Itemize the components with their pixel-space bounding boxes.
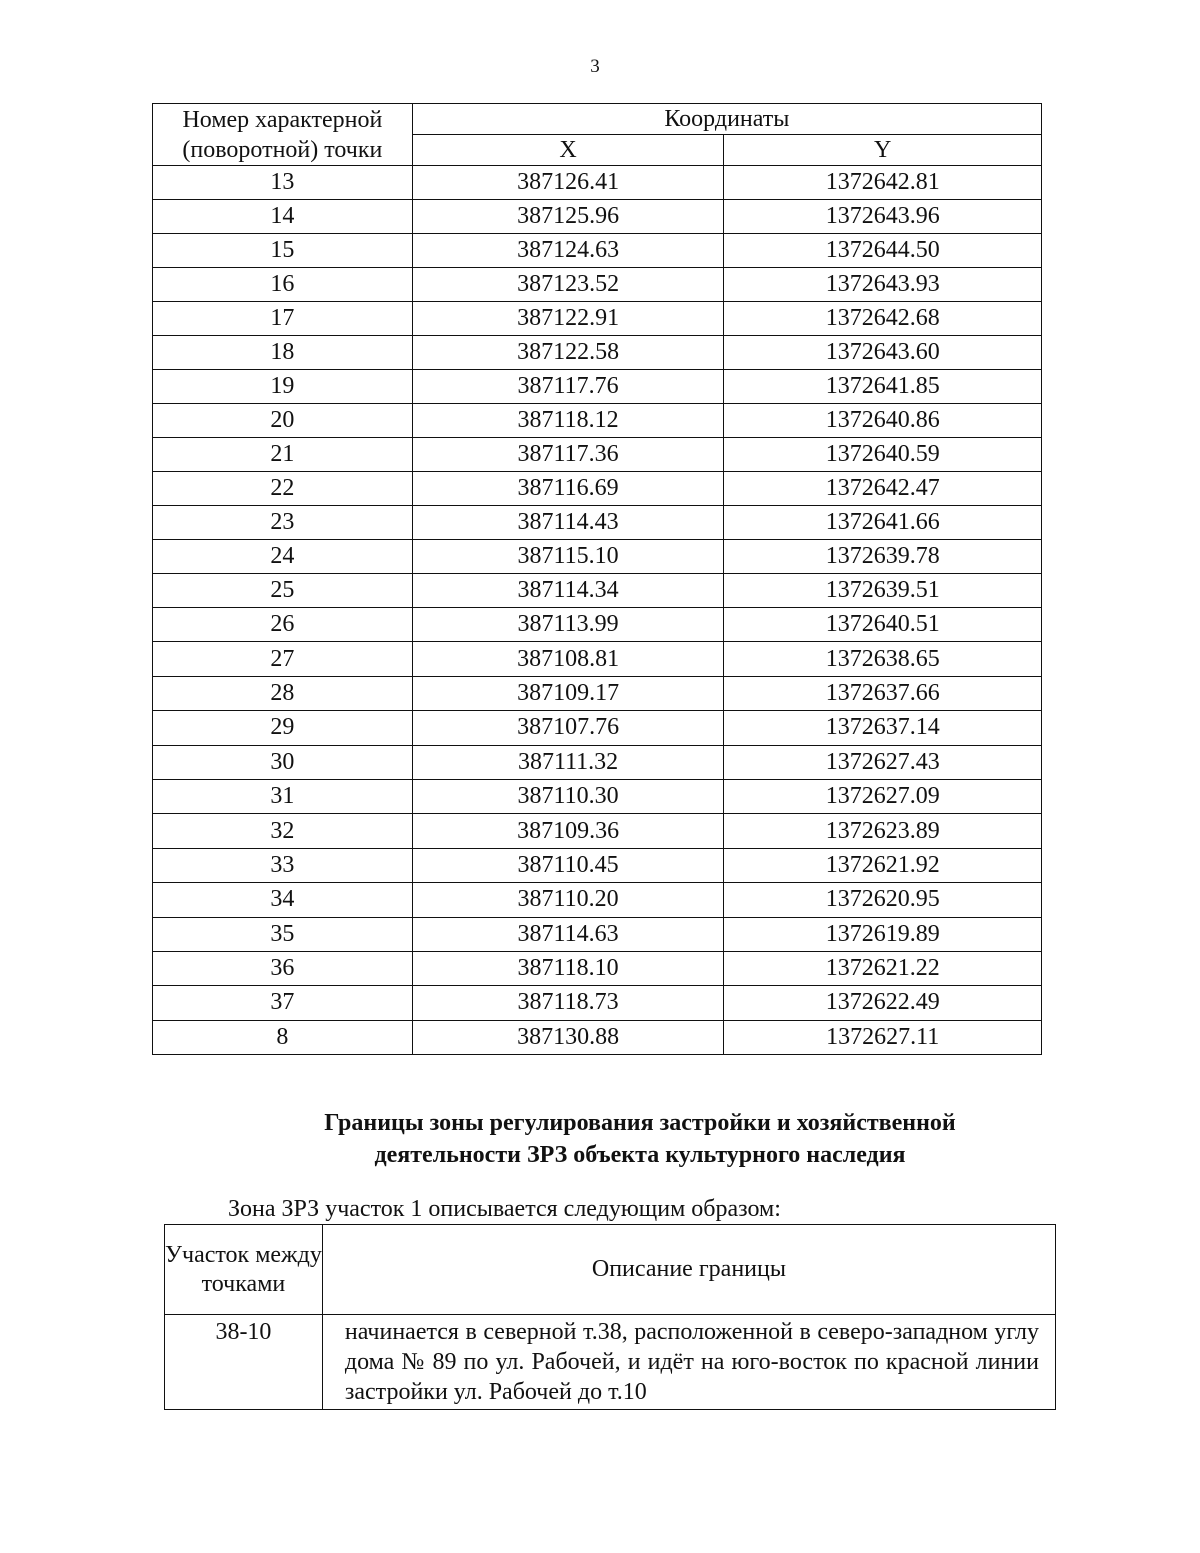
point-number-cell: 20 xyxy=(153,404,413,438)
y-coordinate-cell: 1372621.22 xyxy=(724,951,1042,985)
y-coordinate-cell: 1372637.14 xyxy=(724,711,1042,745)
table-row xyxy=(153,1020,1042,1054)
y-coordinate-cell: 1372642.47 xyxy=(724,472,1042,506)
table-row xyxy=(153,404,1042,438)
y-coordinate-cell: 1372623.89 xyxy=(724,814,1042,848)
point-number-cell: 24 xyxy=(153,540,413,574)
y-coordinate-cell: 1372639.51 xyxy=(724,574,1042,608)
point-number-cell: 31 xyxy=(153,779,413,813)
x-coordinate-cell: 387110.45 xyxy=(412,848,724,882)
y-coordinate-cell: 1372620.95 xyxy=(724,883,1042,917)
point-number-cell: 14 xyxy=(153,200,413,234)
y-coordinate-cell: 1372638.65 xyxy=(724,642,1042,676)
description-header: Описание границы xyxy=(322,1225,1055,1315)
table-row xyxy=(153,574,1042,608)
y-coordinate-cell: 1372643.60 xyxy=(724,336,1042,370)
point-number-cell: 15 xyxy=(153,234,413,268)
table-row xyxy=(153,336,1042,370)
segment-cell: 38-10 xyxy=(165,1315,323,1410)
table-row xyxy=(153,779,1042,813)
y-header: Y xyxy=(724,135,1042,166)
x-coordinate-cell: 387109.17 xyxy=(412,676,724,710)
x-coordinate-cell: 387125.96 xyxy=(412,200,724,234)
y-coordinate-cell: 1372627.43 xyxy=(724,745,1042,779)
table-row xyxy=(153,540,1042,574)
page-number: 3 xyxy=(590,56,600,77)
x-coordinate-cell: 387122.58 xyxy=(412,336,724,370)
coordinates-table-body xyxy=(153,166,1042,1055)
point-number-cell: 23 xyxy=(153,506,413,540)
x-coordinate-cell: 387126.41 xyxy=(412,166,724,200)
point-number-cell: 26 xyxy=(153,608,413,642)
x-coordinate-cell: 387114.43 xyxy=(412,506,724,540)
table-row xyxy=(153,268,1042,302)
point-number-cell: 21 xyxy=(153,438,413,472)
table-row xyxy=(153,506,1042,540)
y-coordinate-cell: 1372642.68 xyxy=(724,302,1042,336)
x-coordinate-cell: 387114.34 xyxy=(412,574,724,608)
table-row xyxy=(153,302,1042,336)
x-coordinate-cell: 387113.99 xyxy=(412,608,724,642)
y-coordinate-cell: 1372640.59 xyxy=(724,438,1042,472)
point-number-cell: 17 xyxy=(153,302,413,336)
x-coordinate-cell: 387118.73 xyxy=(412,986,724,1020)
table-row xyxy=(153,472,1042,506)
y-coordinate-cell: 1372637.66 xyxy=(724,676,1042,710)
point-number-cell: 33 xyxy=(153,848,413,882)
table-row xyxy=(153,848,1042,882)
point-number-cell: 8 xyxy=(153,1020,413,1054)
point-number-cell: 27 xyxy=(153,642,413,676)
section-heading-line-2: деятельности ЗРЗ объекта культурного наследия xyxy=(374,1142,906,1168)
x-coordinate-cell: 387111.32 xyxy=(412,745,724,779)
coordinates-table xyxy=(152,103,1042,1055)
x-coordinate-cell: 387108.81 xyxy=(412,642,724,676)
point-number-cell: 29 xyxy=(153,711,413,745)
x-coordinate-cell: 387123.52 xyxy=(412,268,724,302)
section-heading-line-1: Границы зоны регулирования застройки и хозяйственной xyxy=(324,1110,956,1136)
x-coordinate-cell: 387118.10 xyxy=(412,951,724,985)
point-number-cell: 34 xyxy=(153,883,413,917)
table-row xyxy=(153,814,1042,848)
table-row xyxy=(153,745,1042,779)
y-coordinate-cell: 1372643.96 xyxy=(724,200,1042,234)
x-coordinate-cell: 387110.30 xyxy=(412,779,724,813)
y-coordinate-cell: 1372642.81 xyxy=(724,166,1042,200)
y-coordinate-cell: 1372641.85 xyxy=(724,370,1042,404)
y-coordinate-cell: 1372639.78 xyxy=(724,540,1042,574)
y-coordinate-cell: 1372622.49 xyxy=(724,986,1042,1020)
point-number-cell: 22 xyxy=(153,472,413,506)
description-cell: начинается в северной т.38, расположенной в северо-западном углу дома № 89 по ул. Рабочей, и идёт на юго-восток по красной линии застройки ул. Рабочей до т.10 xyxy=(322,1315,1055,1410)
table-row xyxy=(153,883,1042,917)
x-coordinate-cell: 387117.76 xyxy=(412,370,724,404)
point-number-cell: 30 xyxy=(153,745,413,779)
point-number-cell: 35 xyxy=(153,917,413,951)
table-row xyxy=(153,234,1042,268)
point-number-cell: 36 xyxy=(153,951,413,985)
y-coordinate-cell: 1372627.11 xyxy=(724,1020,1042,1054)
table-row xyxy=(153,370,1042,404)
y-coordinate-cell: 1372621.92 xyxy=(724,848,1042,882)
y-coordinate-cell: 1372640.86 xyxy=(724,404,1042,438)
x-coordinate-cell: 387110.20 xyxy=(412,883,724,917)
x-coordinate-cell: 387122.91 xyxy=(412,302,724,336)
x-coordinate-cell: 387109.36 xyxy=(412,814,724,848)
table-row xyxy=(153,711,1042,745)
point-number-cell: 19 xyxy=(153,370,413,404)
point-number-cell: 37 xyxy=(153,986,413,1020)
x-coordinate-cell: 387115.10 xyxy=(412,540,724,574)
table-row xyxy=(153,642,1042,676)
table-row xyxy=(153,986,1042,1020)
point-number-cell: 13 xyxy=(153,166,413,200)
table-row xyxy=(153,166,1042,200)
x-coordinate-cell: 387118.12 xyxy=(412,404,724,438)
point-number-cell: 18 xyxy=(153,336,413,370)
point-number-cell: 25 xyxy=(153,574,413,608)
y-coordinate-cell: 1372641.66 xyxy=(724,506,1042,540)
x-coordinate-cell: 387107.76 xyxy=(412,711,724,745)
x-header: X xyxy=(412,135,724,166)
table-row xyxy=(153,917,1042,951)
x-coordinate-cell: 387124.63 xyxy=(412,234,724,268)
table-row xyxy=(153,676,1042,710)
table-row xyxy=(153,608,1042,642)
point-number-cell: 16 xyxy=(153,268,413,302)
point-number-cell: 28 xyxy=(153,676,413,710)
point-number-header: Номер характерной (поворотной) точки xyxy=(153,104,413,166)
table-row xyxy=(153,438,1042,472)
segment-header: Участок между точками xyxy=(165,1225,323,1315)
y-coordinate-cell: 1372643.93 xyxy=(724,268,1042,302)
y-coordinate-cell: 1372644.50 xyxy=(724,234,1042,268)
intro-text: Зона ЗРЗ участок 1 описывается следующим образом: xyxy=(228,1196,781,1222)
table-row xyxy=(153,200,1042,234)
zone-description-table xyxy=(164,1224,1056,1410)
x-coordinate-cell: 387130.88 xyxy=(412,1020,724,1054)
section-heading xyxy=(230,1107,1050,1171)
x-coordinate-cell: 387116.69 xyxy=(412,472,724,506)
x-coordinate-cell: 387114.63 xyxy=(412,917,724,951)
table-row xyxy=(165,1315,1056,1410)
table-row xyxy=(153,951,1042,985)
y-coordinate-cell: 1372619.89 xyxy=(724,917,1042,951)
point-number-cell: 32 xyxy=(153,814,413,848)
x-coordinate-cell: 387117.36 xyxy=(412,438,724,472)
y-coordinate-cell: 1372640.51 xyxy=(724,608,1042,642)
y-coordinate-cell: 1372627.09 xyxy=(724,779,1042,813)
coordinates-header: Координаты xyxy=(412,104,1041,135)
